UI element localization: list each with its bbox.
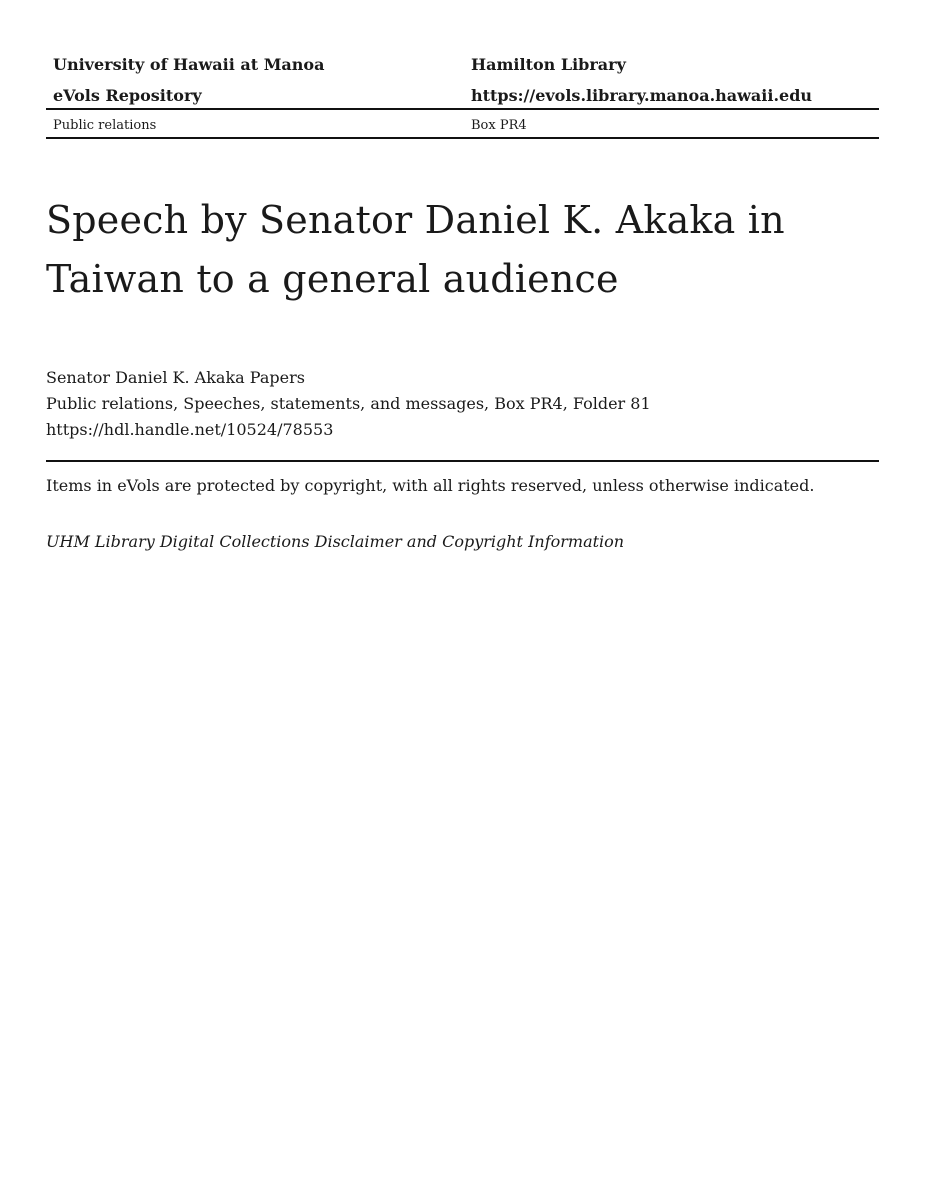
- copyright-notice: Items in eVols are protected by copyright, with all rights reserved, unless otherwise indicated.: [46, 476, 815, 495]
- series-label: Public relations: [53, 118, 157, 133]
- series-divider: [46, 137, 879, 139]
- document-title: Speech by Senator Daniel K. Akaka in Taiwan to a general audience: [46, 198, 785, 301]
- footer-divider: [46, 460, 879, 462]
- series-row: [46, 110, 879, 137]
- disclaimer-link[interactable]: UHM Library Digital Collections Disclaimer and Copyright Information: [46, 532, 625, 551]
- repository-header: [46, 54, 879, 108]
- document-page: [46, 0, 879, 553]
- library-name: Hamilton Library: [471, 55, 626, 74]
- box-label: Box PR4: [471, 118, 527, 133]
- repository-name: eVols Repository: [53, 86, 202, 105]
- collection-name: Senator Daniel K. Akaka Papers: [46, 368, 305, 387]
- handle-link[interactable]: https://hdl.handle.net/10524/78553: [46, 420, 334, 439]
- institution-name: University of Hawaii at Manoa: [53, 55, 325, 74]
- repository-url[interactable]: https://evols.library.manoa.hawaii.edu: [471, 86, 813, 105]
- folder-location: Public relations, Speeches, statements, and messages, Box PR4, Folder 81: [46, 394, 651, 413]
- document-metadata: [46, 365, 879, 443]
